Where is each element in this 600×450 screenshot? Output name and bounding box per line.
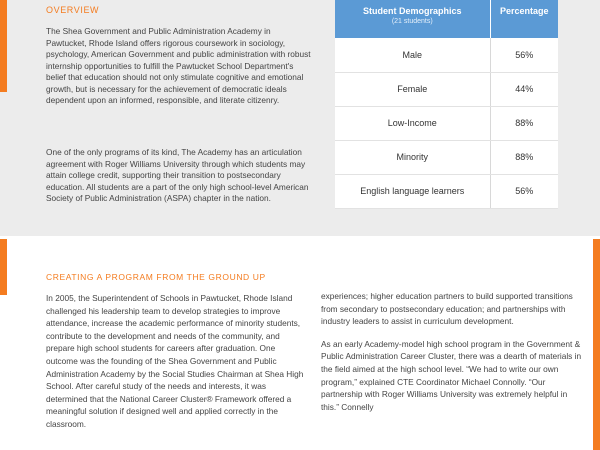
body-paragraph: experiences; higher education partners to build supported transitions from secondary to postsecondary education; and partnerships with industry leaders to assist in curriculum development. bbox=[321, 291, 573, 327]
table-header-row bbox=[335, 0, 558, 38]
accent-bar bbox=[0, 0, 7, 92]
overview-paragraph: The Shea Government and Public Administration Academy in Pawtucket, Rhode Island offers rigorous coursework in sociology, psychology, American Government and public administration with robust internship opportunities to fulfill the Pawtucket School Department's belief that education should not only stimulate cognitive and emotional growth, but is necessary for the achievement of democratic ideals dependent upon an informed, responsible, and literate citizenry. bbox=[46, 26, 311, 105]
header-sub: (21 students) bbox=[391, 18, 433, 25]
table-row bbox=[335, 106, 558, 140]
body-paragraph: As an early Academy-model high school program in the Government & Public Administration Career Cluster, there was a dearth of materials in the field aimed at the high school level. “We had to write our own program,” explained CTE Coordinator Michael Connolly. “Our partnership with Roger Williams University was extremely helpful in this.” Connelly bbox=[321, 338, 582, 412]
table-header-label bbox=[335, 0, 490, 38]
table-header-value: Percentage bbox=[490, 0, 558, 38]
header-label: Student Demographics bbox=[362, 6, 462, 16]
accent-bar bbox=[593, 239, 600, 450]
table-row bbox=[335, 140, 558, 174]
accent-bar bbox=[0, 239, 7, 295]
row-label: Minority bbox=[335, 140, 490, 174]
row-label: English language learners bbox=[335, 174, 490, 208]
row-label: Male bbox=[335, 38, 490, 72]
demographics-table bbox=[335, 0, 558, 209]
row-value: 56% bbox=[490, 174, 558, 208]
row-value: 44% bbox=[490, 72, 558, 106]
row-value: 56% bbox=[490, 38, 558, 72]
row-value: 88% bbox=[490, 106, 558, 140]
row-value: 88% bbox=[490, 140, 558, 174]
overview-paragraph: One of the only programs of its kind, The Academy has an articulation agreement with Roger Williams University through which students may attain college credit, supporting their transition to postsecondary education. All students are a part of the only high school-level American Society of Public Administration (ASPA) chapter in the nation. bbox=[46, 147, 309, 203]
section-heading: CREATING A PROGRAM FROM THE GROUND UP bbox=[46, 272, 266, 282]
body-column-right bbox=[321, 290, 585, 450]
overview-heading: OVERVIEW bbox=[46, 5, 100, 15]
row-label: Female bbox=[335, 72, 490, 106]
table-row bbox=[335, 38, 558, 72]
body-column-left bbox=[46, 292, 308, 450]
body-paragraph: In 2005, the Superintendent of Schools in Pawtucket, Rhode Island challenged his leadership team to develop strategies to improve attendance, increase the academic performance of minority students, contribute to the development and needs of the community, and prepare high school students for careers after graduation. One outcome was the founding of the Shea Government and Public Administration Academy by the Social Studies Chairman at Shea High School. After careful study of the needs and interests, it was determined that the National Career Cluster® Framework offered a meaningful solution if designed well and applied correctly in the classroom. bbox=[46, 293, 304, 429]
row-label: Low-Income bbox=[335, 106, 490, 140]
table-row bbox=[335, 174, 558, 208]
table-row bbox=[335, 72, 558, 106]
